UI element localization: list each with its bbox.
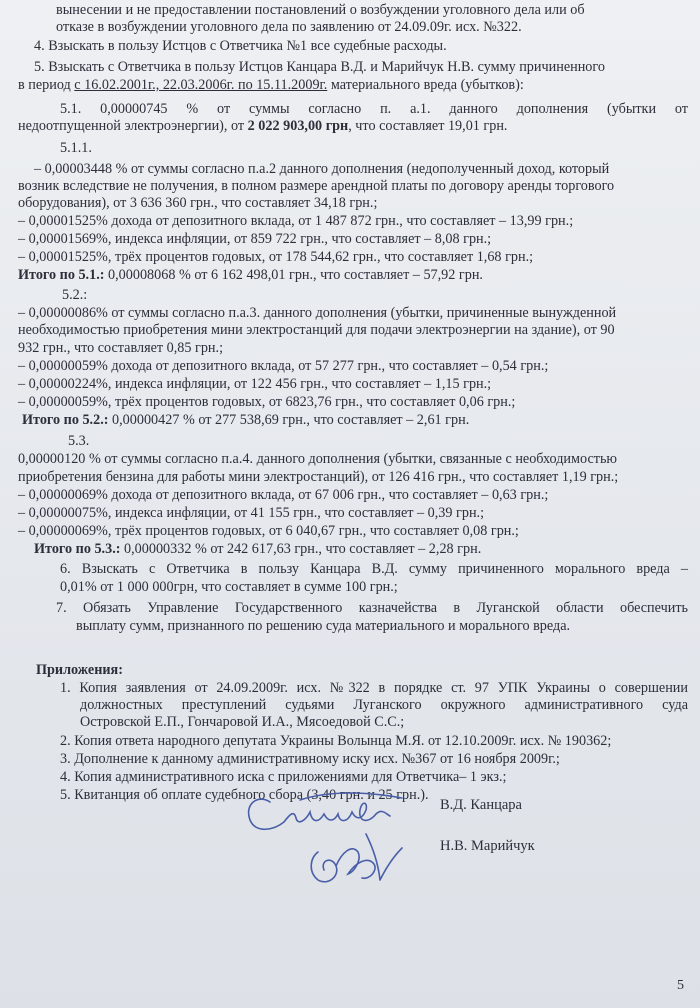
appendix-item: 1. Копия заявления от 24.09.2009г. исх. №322 в порядке ст. 97 УПК Украины о совершении <box>60 680 688 696</box>
text-line: приобретения бензина для работы мини электростанций), от 126 416 грн., что составляет 1,19 грн.; <box>18 469 619 485</box>
text-line: 6. Взыскать с Ответчика в пользу Канцара В.Д. сумму причиненного морального вреда – <box>60 561 688 577</box>
text-line: 5.3. <box>68 433 90 449</box>
appendix-title: Приложения: <box>36 662 123 678</box>
text-line: 5.1.1. <box>60 140 92 156</box>
text-line: – 0,00000059% дохода от депозитного вклада, от 57 277 грн., что составляет – 0,54 грн.; <box>18 358 549 374</box>
appendix-item: должностных преступлений судьями Луганского окружного административного суда <box>80 697 688 713</box>
appendix-item: 4. Копия административного иска с приложениями для Ответчика– 1 экз.; <box>60 769 507 785</box>
page-number: 5 <box>677 978 684 993</box>
appendix-item: 5. Квитанция об оплате судебного сбора (3,40 грн. и 25 грн.). <box>60 787 429 803</box>
text-line: 0,00000120 % от суммы согласно п.а.4. данного дополнения (убытки, связанные с необходимостью <box>18 451 618 467</box>
text-line: – 0,00000086% от суммы согласно п.а.3. данного дополнения (убытки, причиненные вынужденной <box>18 305 617 321</box>
signatory-name: Н.В. Марийчук <box>440 838 535 854</box>
text-line: – 0,00000069%, трёх процентов годовых, от 6 040,67 грн., что составляет 0,08 грн.; <box>18 523 519 539</box>
text-line: – 0,00000059%, трёх процентов годовых, от 6823,76 грн., что составляет 0,06 грн.; <box>18 394 516 410</box>
text-line: – 0,00003448 % от суммы согласно п.а.2 данного дополнения (недополученный доход, который <box>34 161 610 177</box>
text-line: 4. Взыскать в пользу Истцов с Ответчика №1 все судебные расходы. <box>34 38 447 54</box>
text-line: необходимостью приобретения мини электростанций для подачи электроэнергии на здание), от 90 <box>18 322 615 338</box>
text-line: – 0,00000224%, индекса инфляции, от 122 456 грн., что составляет – 1,15 грн.; <box>18 376 492 392</box>
text-line: – 0,00001525%, трёх процентов годовых, от 178 544,62 грн., что составляет 1,68 грн.; <box>18 249 534 265</box>
text-line: 0,01% от 1 000 000грн, что составляет в сумме 100 грн.; <box>60 579 398 595</box>
text-line: 5. Взыскать с Ответчика в пользу Истцов Канцара В.Д. и Марийчук Н.В. сумму причиненного <box>34 59 605 75</box>
text-line: – 0,00000069% дохода от депозитного вклада, от 67 006 грн., что составляет – 0,63 грн.; <box>18 487 549 503</box>
signature-mariychuk <box>296 822 416 892</box>
subtotal-line: Итого по 5.1.: 0,00008068 % от 6 162 498,01 грн., что составляет – 57,92 грн. <box>18 267 483 283</box>
appendix-item: 2. Копия ответа народного депутата Украины Волынца М.Я. от 12.10.2009г. исх. № 190362; <box>60 733 612 749</box>
text-line: оборудования), от 3 636 360 грн., что составляет 34,18 грн.; <box>18 195 378 211</box>
text-line: 5.1. 0,00000745 % от суммы согласно п. а.1. данного дополнения (убытки от <box>60 101 688 117</box>
text-line: вынесении и не предоставлении постановлений о возбуждении уголовного дела или об <box>56 2 585 18</box>
subtotal-line: Итого по 5.3.: 0,00000332 % от 242 617,63 грн., что составляет – 2,28 грн. <box>34 541 482 557</box>
appendix-item: Островской Е.П., Гончаровой И.А., Мясоедовой С.С.; <box>80 714 405 730</box>
text-line: 7. Обязать Управление Государственного казначейства в Луганской области обеспечить <box>56 600 688 616</box>
text-line: 5.2.: <box>62 287 88 303</box>
signatory-name: В.Д. Канцара <box>440 797 522 813</box>
text-line: недоотпущенной электроэнергии), от 2 022 903,00 грн, что составляет 19,01 грн. <box>18 118 508 134</box>
text-line: – 0,00001569%, индекса инфляции, от 859 722 грн., что составляет – 8,08 грн.; <box>18 231 492 247</box>
subtotal-line: Итого по 5.2.: 0,00000427 % от 277 538,69 грн., что составляет – 2,61 грн. <box>22 412 470 428</box>
text-line: – 0,00001525% дохода от депозитного вклада, от 1 487 872 грн., что составляет – 13,99 грн.; <box>18 213 574 229</box>
appendix-item: 3. Дополнение к данному административному иску исх. №367 от 16 ноября 2009г.; <box>60 751 560 767</box>
text-line: отказе в возбуждении уголовного дела по заявлению от 24.09.09г. исх. №322. <box>56 19 522 35</box>
text-line: в период с 16.02.2001г., 22.03.2006г. по 15.11.2009г. материального вреда (убытков): <box>18 77 524 93</box>
text-line: выплату сумм, признанного по решению суда материального и морального вреда. <box>76 618 571 634</box>
text-line: – 0,00000075%, индекса инфляции, от 41 155 грн., что составляет – 0,39 грн.; <box>18 505 485 521</box>
text-line: 932 грн., что составляет 0,85 грн.; <box>18 340 224 356</box>
text-line: возник вследствие не получения, в полном размере арендной платы по договору аренды торгового <box>18 178 615 194</box>
